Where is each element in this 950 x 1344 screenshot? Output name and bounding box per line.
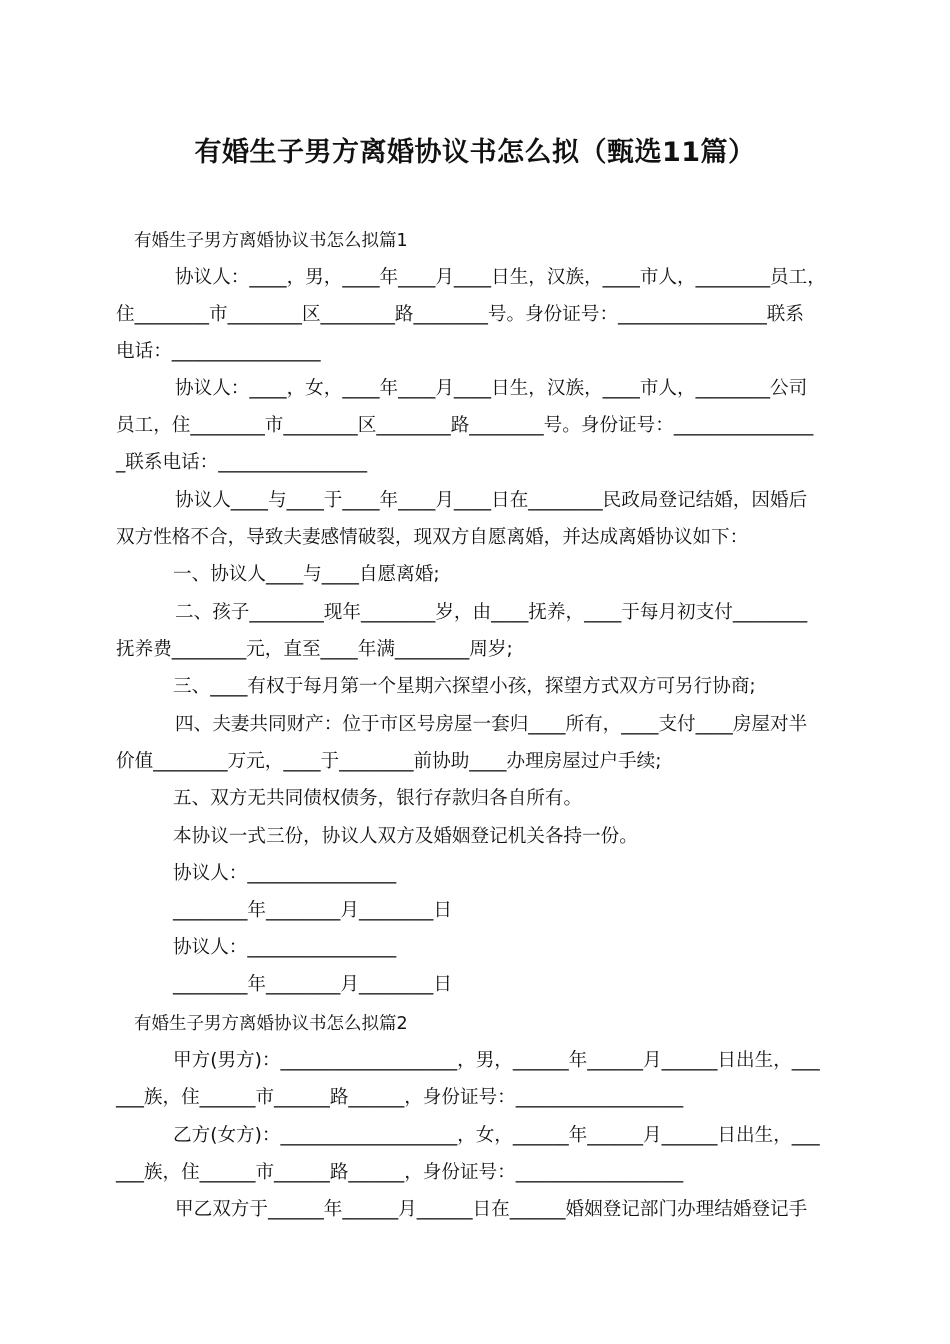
signature-line: 协议人：________________ bbox=[173, 937, 397, 958]
paragraph-line: 协议人____与____于____年____月____日在________民政局登记结婚，因婚后 bbox=[175, 490, 808, 511]
document-title: 有婚生子男方离婚协议书怎么拟（甄选11篇） bbox=[194, 137, 756, 168]
date-line: ________年________月________日 bbox=[173, 900, 452, 921]
paragraph-line: 住________市________区________路________号。身份证号：________________联系 bbox=[116, 304, 804, 325]
paragraph-line: 三、____有权于每月第一个星期六探望小孩，探望方式双方可另行协商; bbox=[173, 676, 756, 697]
paragraph-line: ___族，住______市______路______，身份证号：__________________ bbox=[116, 1162, 684, 1183]
paragraph-line: 乙方(女方)：___________________，女，______年______月______日出生，___ bbox=[173, 1125, 820, 1146]
paragraph-line: 五、双方无共同债权债务，银行存款归各自所有。 bbox=[173, 788, 583, 809]
paragraph-line: 员工，住________市________区________路________号。身份证号：_______________ bbox=[116, 415, 814, 436]
paragraph-line: 四、夫妻共同财产：位于市区号房屋一套归____所有，____支付____房屋对半 bbox=[175, 714, 808, 735]
paragraph-line: 抚养费________元，直至____年满________周岁; bbox=[116, 639, 513, 660]
date-line: ________年________月________日 bbox=[173, 974, 452, 995]
section-2-heading: 有婚生子男方离婚协议书怎么拟篇2 bbox=[134, 1014, 408, 1034]
paragraph-line: 价值________万元，____于________前协助____办理房屋过户手续; bbox=[116, 751, 662, 772]
paragraph-line: 甲乙双方于______年______月______日在______婚姻登记部门办理结婚登记手 bbox=[175, 1199, 808, 1220]
signature-line: 协议人：________________ bbox=[173, 863, 397, 884]
paragraph-line: 二、孩子________现年________岁，由____抚养，____于每月初支付________ bbox=[175, 602, 808, 623]
paragraph-line: 一、协议人____与____自愿离婚; bbox=[173, 564, 440, 585]
paragraph-line: 双方性格不合，导致夫妻感情破裂，现双方自愿离婚，并达成离婚协议如下： bbox=[116, 527, 749, 548]
paragraph-line: _联系电话：________________ bbox=[116, 452, 368, 473]
paragraph-line: 甲方(男方)：___________________，男，______年______月______日出生，___ bbox=[173, 1050, 820, 1071]
section-1-heading: 有婚生子男方离婚协议书怎么拟篇1 bbox=[134, 231, 408, 251]
paragraph-line: 电话：________________ bbox=[116, 341, 321, 362]
paragraph-line: 本协议一式三份，协议人双方及婚姻登记机关各持一份。 bbox=[173, 826, 638, 847]
paragraph-line: 协议人：____，女，____年____月____日生，汉族，____市人，________公司 bbox=[175, 378, 808, 399]
paragraph-line: ___族，住______市______路______，身份证号：__________________ bbox=[116, 1087, 684, 1108]
paragraph-line: 协议人：____，男，____年____月____日生，汉族，____市人，________员工， bbox=[175, 267, 826, 288]
